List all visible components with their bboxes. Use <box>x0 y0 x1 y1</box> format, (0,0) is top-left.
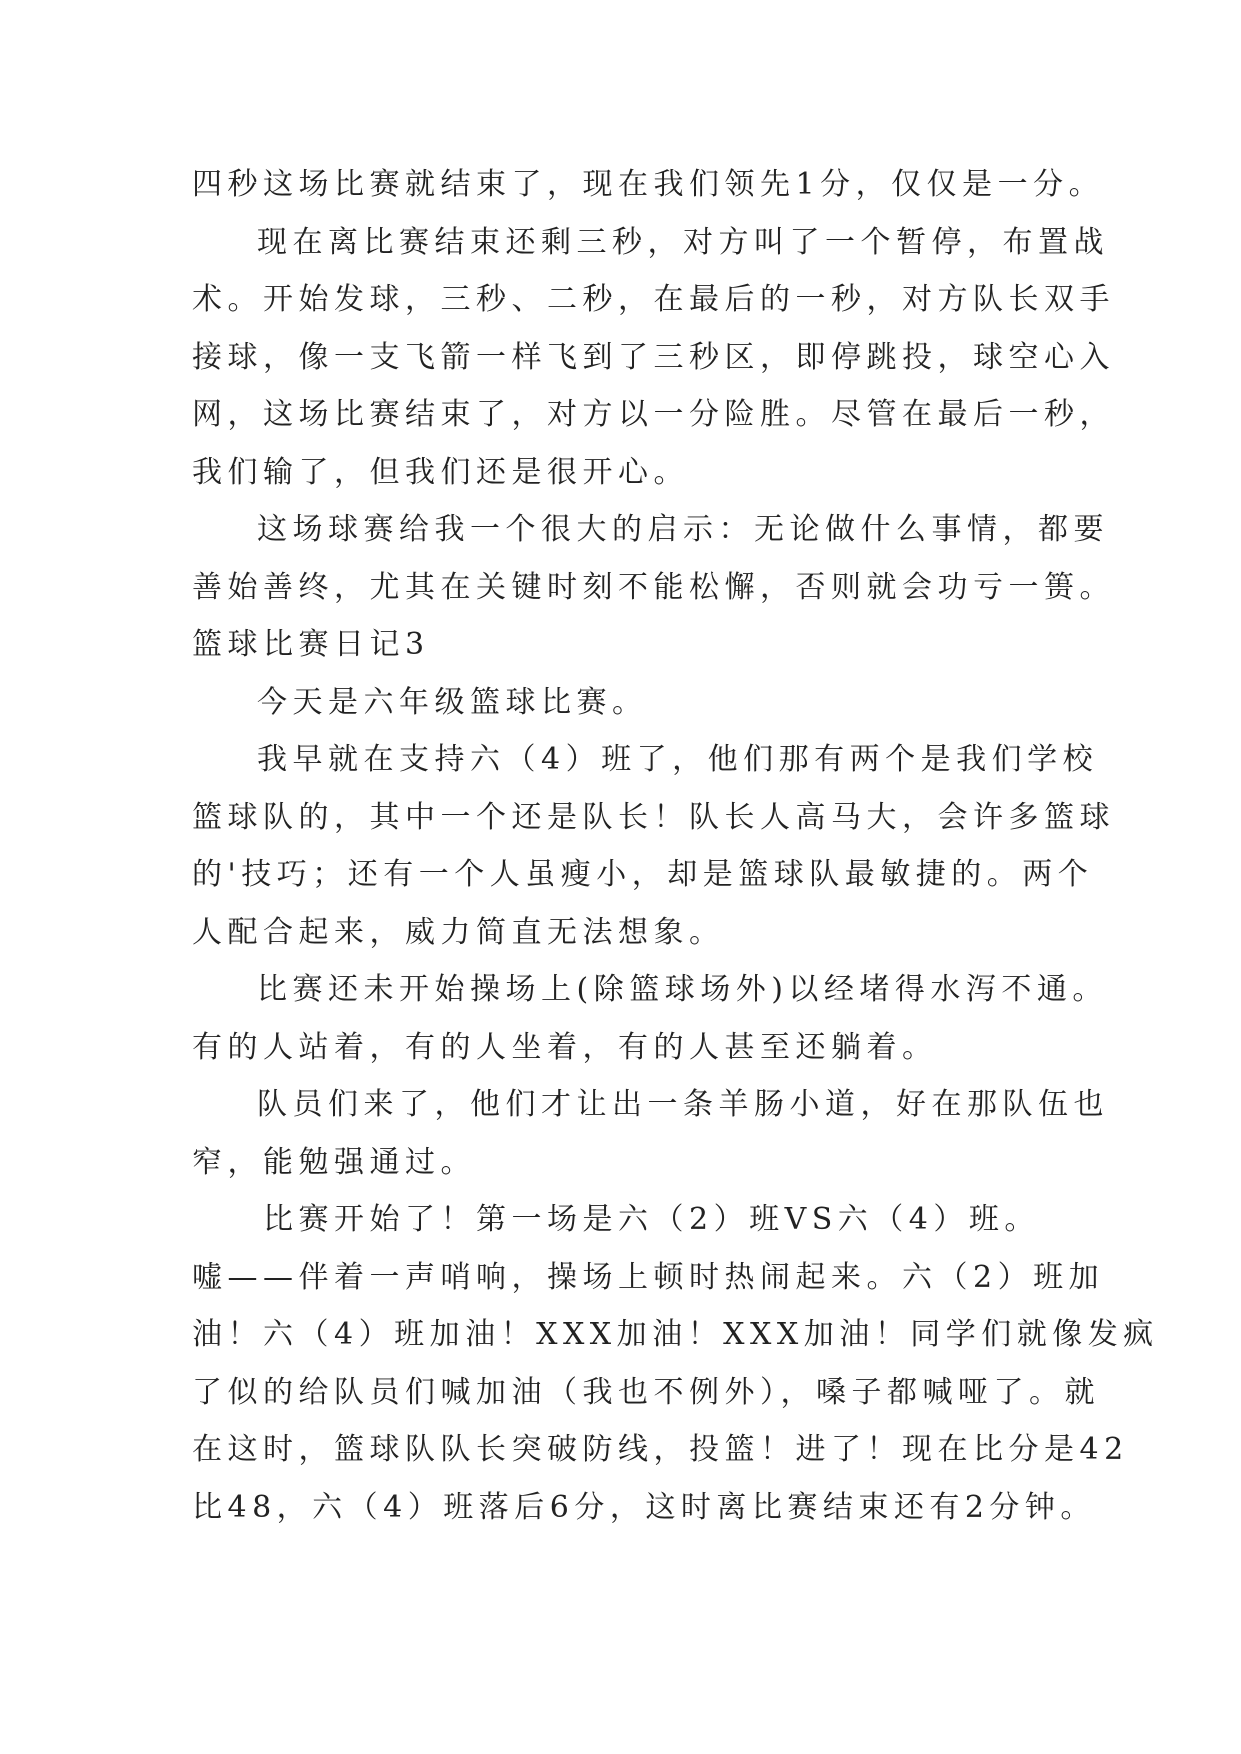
text-line: 有的人站着，有的人坐着，有的人甚至还躺着。 <box>192 1030 938 1065</box>
text-line: 接球，像一支飞箭一样飞到了三秒区，即停跳投，球空心入 <box>192 340 1115 375</box>
text-line: 在这时，篮球队队长突破防线，投篮！进了！现在比分是42 <box>192 1432 1129 1467</box>
text-line: 队员们来了，他们才让出一条羊肠小道，好在那队伍也 <box>257 1087 1109 1122</box>
text-line: 的'技巧；还有一个人虽瘦小，却是篮球队最敏捷的。两个 <box>192 857 1094 892</box>
text-line: 人配合起来，威力简直无法想象。 <box>192 915 725 950</box>
text-line: 善始善终，尤其在关键时刻不能松懈，否则就会功亏一篑。 <box>192 570 1115 605</box>
text-line: 了似的给队员们喊加油（我也不例外），嗓子都喊哑了。就 <box>192 1375 1100 1410</box>
text-line: 这场球赛给我一个很大的启示：无论做什么事情，都要 <box>257 512 1109 547</box>
text-line: 比赛开始了！第一场是六（2）班VS六（4）班。 <box>263 1202 1040 1237</box>
text-line: 比赛还未开始操场上(除篮球场外)以经堵得水泻不通。 <box>257 972 1108 1007</box>
text-line: 窄，能勉强通过。 <box>192 1145 476 1180</box>
text-line: 嘘——伴着一声哨响，操场上顿时热闹起来。六（2）班加 <box>192 1260 1105 1295</box>
text-line: 网，这场比赛结束了，对方以一分险胜。尽管在最后一秒， <box>192 397 1115 432</box>
text-line: 现在离比赛结束还剩三秒，对方叫了一个暂停，布置战 <box>257 225 1109 260</box>
section-heading: 篮球比赛日记3 <box>192 627 430 662</box>
text-line: 油！六（4）班加油！XXX加油！XXX加油！同学们就像发疯 <box>192 1317 1159 1352</box>
text-line: 比48，六（4）班落后6分，这时离比赛结束还有2分钟。 <box>192 1490 1096 1525</box>
text-line: 四秒这场比赛就结束了，现在我们领先1分，仅仅是一分。 <box>192 167 1105 202</box>
text-line: 篮球队的，其中一个还是队长！队长人高马大，会许多篮球 <box>192 800 1115 835</box>
text-line: 术。开始发球，三秒、二秒，在最后的一秒，对方队长双手 <box>192 282 1115 317</box>
text-line: 我们输了，但我们还是很开心。 <box>192 455 689 490</box>
text-line: 今天是六年级篮球比赛。 <box>257 685 648 720</box>
text-line: 我早就在支持六（4）班了，他们那有两个是我们学校 <box>257 742 1099 777</box>
